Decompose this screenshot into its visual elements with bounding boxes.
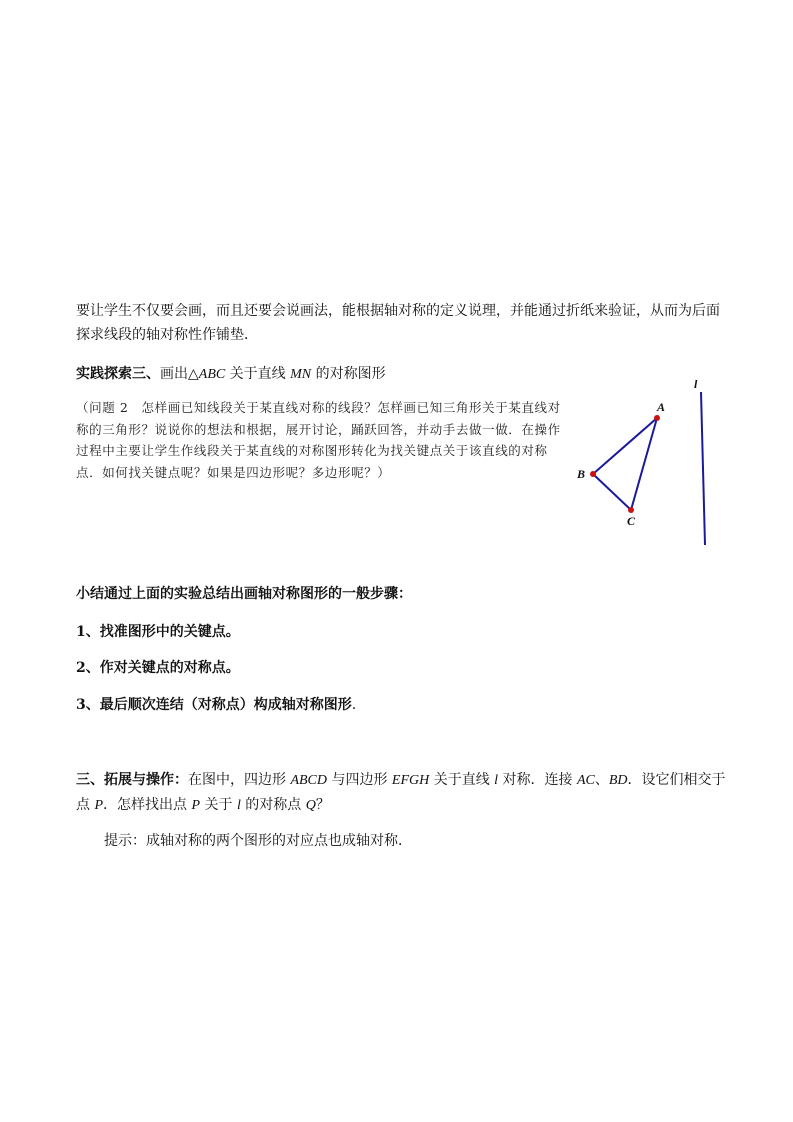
label-a: A [657, 400, 666, 414]
extension-text-5: 、 [594, 772, 609, 788]
section-3-title-mid: 关于直线 [225, 366, 291, 382]
triangle-abc [593, 418, 657, 510]
summary-step-3-text: 3、最后顺次连结（对称点）构成轴对称图形 [76, 697, 352, 713]
extension-text-9: 的对称点 [240, 797, 306, 813]
section-3-title-bold: 实践探索三、 [76, 366, 160, 382]
extension-paragraph [76, 768, 726, 818]
extension-text-10: ？ [315, 797, 330, 813]
line-name: MN [290, 367, 312, 382]
point-q: Q [305, 798, 316, 813]
extension-title: 三、拓展与操作： [76, 772, 188, 788]
label-c: C [627, 514, 636, 528]
summary-step-1 [76, 620, 726, 644]
intro-text: 要让学生不仅要会画，而且还要会说画法，能根据轴对称的定义说理，并能通过折纸来验证，从而为后面探求线段的轴对称性作铺垫． [76, 303, 720, 343]
point-p: P [94, 798, 104, 813]
summary-step-1-text: 1、找准图形中的关键点。 [76, 624, 240, 640]
point-b [590, 471, 596, 477]
question-2-text: （问题 2 怎样画已知线段关于某直线对称的线段？怎样画已知三角形关于某直线对称的三角形？说说你的想法和根据，展开讨论，踊跃回答，并动手去做一做．在操作过程中主要让学生作线段关于某直线的对称图形转化为找关键点关于该直线的对称点．如何找关键点呢？如果是四边形呢？多边形呢？） [76, 400, 561, 480]
extension-text-4: 对称．连接 [498, 772, 577, 788]
point-a [654, 415, 660, 421]
triangle-figure-svg [560, 370, 720, 555]
summary-step-3-end: . [351, 697, 357, 713]
extension-text-1: 在图中，四边形 [188, 772, 291, 788]
point-c [628, 507, 634, 513]
extension-text-2: 与四边形 [327, 772, 392, 788]
line-l-ref-2: l [236, 798, 241, 813]
quad-abcd: ABCD [290, 773, 328, 788]
hint-text: 提示：成轴对称的两个图形的对应点也成轴对称． [104, 833, 412, 849]
summary-step-2-text: 2、作对关键点的对称点。 [76, 660, 240, 676]
triangle-figure [560, 370, 720, 555]
section-3-title-pre: 画出△ [160, 366, 199, 382]
intro-paragraph [76, 299, 726, 347]
segment-bd: BD [608, 773, 628, 788]
quad-efgh: EFGH [391, 773, 430, 788]
summary-title [76, 582, 726, 606]
label-b: B [577, 467, 586, 481]
extension-text-6: ．设它们相交于点 [76, 772, 726, 813]
triangle-name: ABC [198, 367, 226, 382]
question-2-note [76, 397, 562, 483]
summary-step-2 [76, 656, 726, 680]
hint-paragraph [104, 829, 754, 853]
extension-text-7: ．怎样找出点 [103, 797, 192, 813]
label-l: l [694, 377, 698, 391]
extension-text-8: 关于 [200, 797, 237, 813]
summary-title-text: 小结通过上面的实验总结出画轴对称图形的一般步骤： [76, 586, 412, 602]
summary-step-3 [76, 693, 726, 717]
point-p-2: P [191, 798, 201, 813]
segment-ac: AC [576, 773, 595, 788]
extension-text-3: 关于直线 [429, 772, 495, 788]
section-3-title-post: 的对称图形 [311, 366, 386, 382]
line-l-ref: l [494, 773, 499, 788]
axis-line-l [701, 392, 705, 545]
